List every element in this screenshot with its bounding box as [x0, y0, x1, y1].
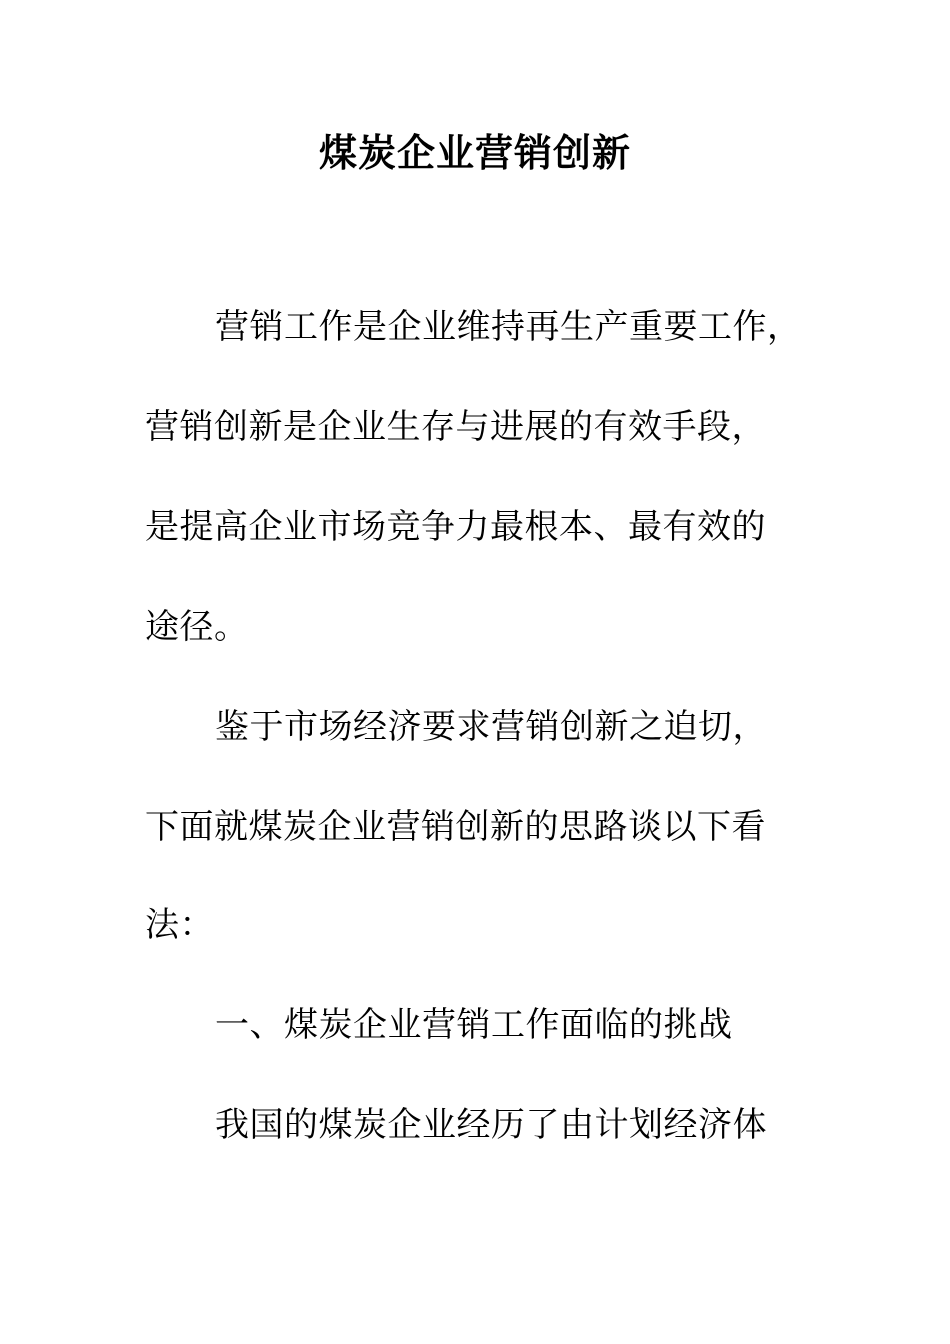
paragraph-1-line-1: 营销工作是企业维持再生产重要工作， [215, 307, 802, 347]
paragraph-3-line-1: 我国的煤炭企业经历了由计划经济体 [215, 1105, 767, 1145]
paragraph-2-line-1: 鉴于市场经济要求营销创新之迫切， [215, 707, 767, 747]
document-title: 煤炭企业营销创新 [318, 130, 631, 175]
paragraph-2-line-2: 下面就煤炭企业营销创新的思路谈以下看 [145, 807, 766, 847]
section-heading-1: 一、煤炭企业营销工作面临的挑战 [215, 1005, 733, 1045]
paragraph-1-line-4: 途径。 [145, 607, 249, 647]
paragraph-1-line-2: 营销创新是企业生存与进展的有效手段， [145, 407, 766, 447]
paragraph-1-line-3: 是提高企业市场竞争力最根本、最有效的 [145, 507, 766, 547]
paragraph-2-line-3: 法： [145, 905, 214, 945]
